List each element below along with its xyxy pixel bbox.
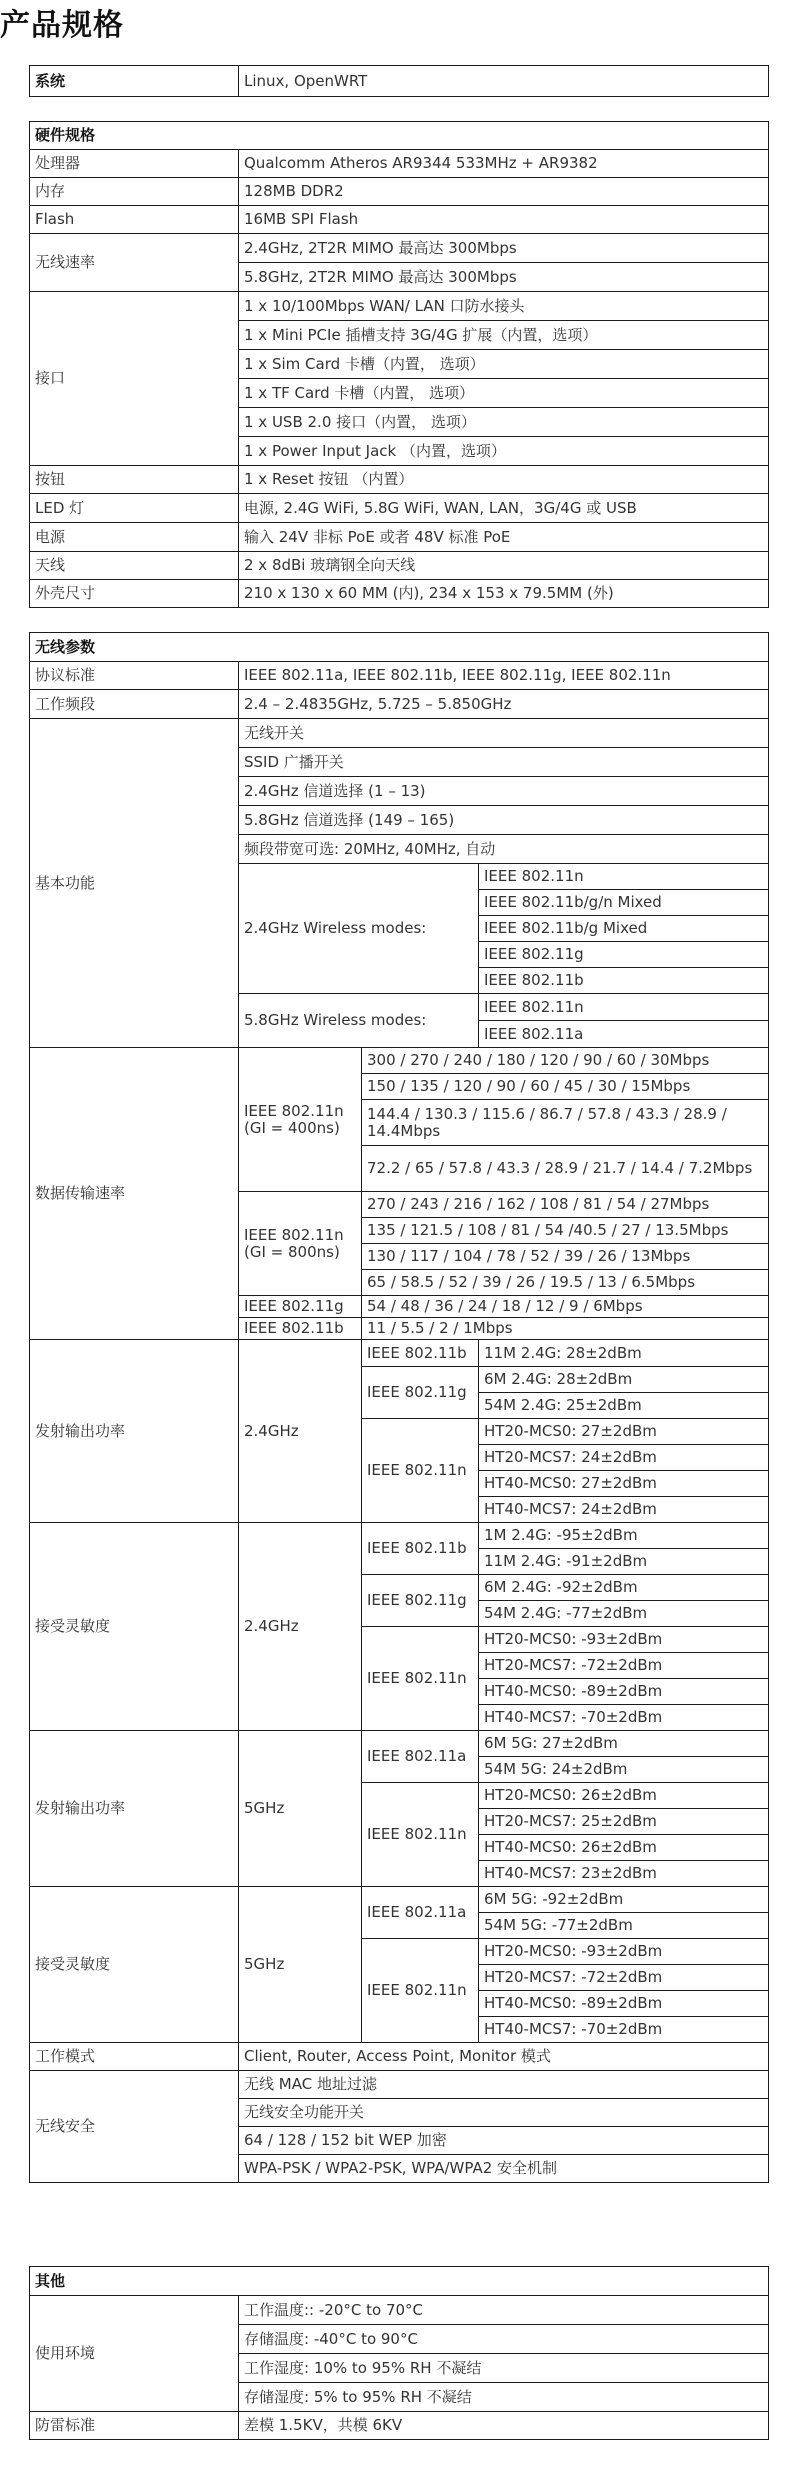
power-item: HT20-MCS0: 26±2dBm bbox=[479, 1783, 769, 1809]
power-item: 6M 2.4G: 28±2dBm bbox=[479, 1367, 769, 1393]
port-item: 1 x Sim Card 卡槽（内置， 选项） bbox=[239, 350, 769, 379]
rate-item: 130 / 117 / 104 / 78 / 52 / 39 / 26 / 13Mbps bbox=[362, 1244, 769, 1270]
table-row bbox=[30, 66, 769, 97]
protocol-value: IEEE 802.11a, IEEE 802.11b, IEEE 802.11g, IEEE 802.11n bbox=[239, 662, 769, 690]
security-item: 无线安全功能开关 bbox=[239, 2099, 769, 2127]
system-table bbox=[29, 65, 769, 97]
mode58-item: IEEE 802.11n bbox=[479, 994, 769, 1021]
n800-label: IEEE 802.11n (GI = 800ns) bbox=[239, 1192, 362, 1296]
workmode-label: 工作模式 bbox=[30, 2043, 239, 2071]
sens-item: 54M 5G: -77±2dBm bbox=[479, 1913, 769, 1939]
memory-value: 128MB DDR2 bbox=[239, 178, 769, 206]
protocol-label: 协议标准 bbox=[30, 662, 239, 690]
sens-item: HT20-MCS7: -72±2dBm bbox=[479, 1965, 769, 1991]
led-label: LED 灯 bbox=[30, 494, 239, 523]
power-item: HT40-MCS0: 27±2dBm bbox=[479, 1471, 769, 1497]
power-item: 6M 5G: 27±2dBm bbox=[479, 1731, 769, 1757]
security-item: 无线 MAC 地址过滤 bbox=[239, 2071, 769, 2099]
basic-item: SSID 广播开关 bbox=[239, 748, 769, 777]
size-value: 210 x 130 x 60 MM (内), 234 x 153 x 79.5MM (外) bbox=[239, 580, 769, 608]
port-item: 1 x 10/100Mbps WAN/ LAN 口防水接头 bbox=[239, 292, 769, 321]
power-label: 电源 bbox=[30, 523, 239, 552]
sens-item: HT20-MCS0: -93±2dBm bbox=[479, 1627, 769, 1653]
cpu-label: 处理器 bbox=[30, 150, 239, 178]
sens-item: 1M 2.4G: -95±2dBm bbox=[479, 1523, 769, 1549]
rate-item: 144.4 / 130.3 / 115.6 / 86.7 / 57.8 / 43.3 / 28.9 / 14.4Mbps bbox=[362, 1100, 769, 1146]
power-item: 11M 2.4G: 28±2dBm bbox=[479, 1340, 769, 1367]
rate-item: 270 / 243 / 216 / 162 / 108 / 81 / 54 / 27Mbps bbox=[362, 1192, 769, 1218]
other-header: 其他 bbox=[30, 2267, 769, 2296]
port-item: 1 x Power Input Jack （内置，选项） bbox=[239, 437, 769, 466]
basic-label: 基本功能 bbox=[30, 719, 239, 1048]
speed-value: 2.4GHz, 2T2R MIMO 最高达 300Mbps bbox=[239, 234, 769, 263]
mode24-label: 2.4GHz Wireless modes: bbox=[239, 864, 479, 994]
rate-item: 135 / 121.5 / 108 / 81 / 54 /40.5 / 27 / 13.5Mbps bbox=[362, 1218, 769, 1244]
button-label: 按钮 bbox=[30, 466, 239, 494]
security-item: WPA-PSK / WPA2-PSK, WPA/WPA2 安全机制 bbox=[239, 2155, 769, 2183]
sens-item: 11M 2.4G: -91±2dBm bbox=[479, 1549, 769, 1575]
other-table bbox=[29, 2266, 769, 2440]
tx24-g-label: IEEE 802.11g bbox=[362, 1367, 479, 1419]
basic-item: 无线开关 bbox=[239, 719, 769, 748]
rx5-label: 接受灵敏度 bbox=[30, 1887, 239, 2043]
rx24-band: 2.4GHz bbox=[239, 1523, 362, 1731]
size-label: 外壳尺寸 bbox=[30, 580, 239, 608]
speed-label: 无线速率 bbox=[30, 234, 239, 292]
port-item: 1 x TF Card 卡槽（内置， 选项） bbox=[239, 379, 769, 408]
tx24-band: 2.4GHz bbox=[239, 1340, 362, 1523]
mode24-item: IEEE 802.11n bbox=[479, 864, 769, 890]
button-value: 1 x Reset 按钮 （内置） bbox=[239, 466, 769, 494]
basic-item: 5.8GHz 信道选择 (149 – 165) bbox=[239, 806, 769, 835]
sens-item: HT40-MCS0: -89±2dBm bbox=[479, 1991, 769, 2017]
security-item: 64 / 128 / 152 bit WEP 加密 bbox=[239, 2127, 769, 2155]
rate-item: 65 / 58.5 / 52 / 39 / 26 / 19.5 / 13 / 6.5Mbps bbox=[362, 1270, 769, 1296]
sens-item: 6M 2.4G: -92±2dBm bbox=[479, 1575, 769, 1601]
security-label: 无线安全 bbox=[30, 2071, 239, 2183]
power-item: HT40-MCS0: 26±2dBm bbox=[479, 1835, 769, 1861]
mode58-item: IEEE 802.11a bbox=[479, 1021, 769, 1048]
memory-label: 内存 bbox=[30, 178, 239, 206]
speed-value: 5.8GHz, 2T2R MIMO 最高达 300Mbps bbox=[239, 263, 769, 292]
basic-item: 2.4GHz 信道选择 (1 – 13) bbox=[239, 777, 769, 806]
rx5-n-label: IEEE 802.11n bbox=[362, 1939, 479, 2043]
mode58-label: 5.8GHz Wireless modes: bbox=[239, 994, 479, 1048]
rx5-band: 5GHz bbox=[239, 1887, 362, 2043]
power-item: HT40-MCS7: 24±2dBm bbox=[479, 1497, 769, 1523]
rate-item: 150 / 135 / 120 / 90 / 60 / 45 / 30 / 15Mbps bbox=[362, 1074, 769, 1100]
wireless-header: 无线参数 bbox=[30, 633, 769, 662]
sens-item: 54M 2.4G: -77±2dBm bbox=[479, 1601, 769, 1627]
sens-item: HT40-MCS0: -89±2dBm bbox=[479, 1679, 769, 1705]
hardware-header: 硬件规格 bbox=[30, 122, 769, 150]
power-item: HT20-MCS0: 27±2dBm bbox=[479, 1419, 769, 1445]
env-item: 工作湿度: 10% to 95% RH 不凝结 bbox=[239, 2354, 769, 2383]
power-value: 输入 24V 非标 PoE 或者 48V 标准 PoE bbox=[239, 523, 769, 552]
mode24-item: IEEE 802.11g bbox=[479, 942, 769, 968]
sens-item: 6M 5G: -92±2dBm bbox=[479, 1887, 769, 1913]
tx5-n-label: IEEE 802.11n bbox=[362, 1783, 479, 1887]
rate-label: 数据传输速率 bbox=[30, 1048, 239, 1340]
tx24-label: 发射输出功率 bbox=[30, 1340, 239, 1523]
band-value: 2.4 – 2.4835GHz, 5.725 – 5.850GHz bbox=[239, 690, 769, 719]
sens-item: HT20-MCS7: -72±2dBm bbox=[479, 1653, 769, 1679]
power-item: 54M 5G: 24±2dBm bbox=[479, 1757, 769, 1783]
surge-label: 防雷标准 bbox=[30, 2412, 239, 2440]
mode24-item: IEEE 802.11b bbox=[479, 968, 769, 994]
hardware-table bbox=[29, 121, 769, 608]
power-item: HT20-MCS7: 24±2dBm bbox=[479, 1445, 769, 1471]
power-item: HT40-MCS7: 23±2dBm bbox=[479, 1861, 769, 1887]
rx24-b-label: IEEE 802.11b bbox=[362, 1523, 479, 1575]
mode24-item: IEEE 802.11b/g Mixed bbox=[479, 916, 769, 942]
tx5-band: 5GHz bbox=[239, 1731, 362, 1887]
env-item: 存储湿度: 5% to 95% RH 不凝结 bbox=[239, 2383, 769, 2412]
tx5-a-label: IEEE 802.11a bbox=[362, 1731, 479, 1783]
ports-label: 接口 bbox=[30, 292, 239, 466]
sens-item: HT20-MCS0: -93±2dBm bbox=[479, 1939, 769, 1965]
env-item: 工作温度:: -20°C to 70°C bbox=[239, 2296, 769, 2325]
sens-item: HT40-MCS7: -70±2dBm bbox=[479, 2017, 769, 2043]
basic-item: 频段带宽可选: 20MHz, 40MHz, 自动 bbox=[239, 835, 769, 864]
flash-label: Flash bbox=[30, 206, 239, 234]
mode24-item: IEEE 802.11b/g/n Mixed bbox=[479, 890, 769, 916]
band-label: 工作频段 bbox=[30, 690, 239, 719]
system-value: Linux, OpenWRT bbox=[239, 66, 769, 97]
surge-value: 差模 1.5KV，共模 6KV bbox=[239, 2412, 769, 2440]
env-item: 存储温度: -40°C to 90°C bbox=[239, 2325, 769, 2354]
power-item: 54M 2.4G: 25±2dBm bbox=[479, 1393, 769, 1419]
rx24-n-label: IEEE 802.11n bbox=[362, 1627, 479, 1731]
workmode-value: Client, Router, Access Point, Monitor 模式 bbox=[239, 2043, 769, 2071]
rate-item: 11 / 5.5 / 2 / 1Mbps bbox=[362, 1318, 769, 1340]
antenna-value: 2 x 8dBi 玻璃钢全向天线 bbox=[239, 552, 769, 580]
tx24-b-label: IEEE 802.11b bbox=[362, 1340, 479, 1367]
wireless-table bbox=[29, 632, 769, 2183]
rate-item: 300 / 270 / 240 / 180 / 120 / 90 / 60 / 30Mbps bbox=[362, 1048, 769, 1074]
port-item: 1 x USB 2.0 接口（内置， 选项） bbox=[239, 408, 769, 437]
power-item: HT20-MCS7: 25±2dBm bbox=[479, 1809, 769, 1835]
led-value: 电源, 2.4G WiFi, 5.8G WiFi, WAN, LAN，3G/4G 或 USB bbox=[239, 494, 769, 523]
flash-value: 16MB SPI Flash bbox=[239, 206, 769, 234]
sens-item: HT40-MCS7: -70±2dBm bbox=[479, 1705, 769, 1731]
page-title: 产品规格 bbox=[0, 8, 124, 43]
rx24-g-label: IEEE 802.11g bbox=[362, 1575, 479, 1627]
tx5-label: 发射输出功率 bbox=[30, 1731, 239, 1887]
b-rate-label: IEEE 802.11b bbox=[239, 1318, 362, 1340]
n400-label: IEEE 802.11n (GI = 400ns) bbox=[239, 1048, 362, 1192]
cpu-value: Qualcomm Atheros AR9344 533MHz + AR9382 bbox=[239, 150, 769, 178]
rx5-a-label: IEEE 802.11a bbox=[362, 1887, 479, 1939]
tx24-n-label: IEEE 802.11n bbox=[362, 1419, 479, 1523]
env-label: 使用环境 bbox=[30, 2296, 239, 2412]
antenna-label: 天线 bbox=[30, 552, 239, 580]
system-label: 系统 bbox=[30, 66, 239, 97]
port-item: 1 x Mini PCIe 插槽支持 3G/4G 扩展（内置，选项） bbox=[239, 321, 769, 350]
g-rate-label: IEEE 802.11g bbox=[239, 1296, 362, 1318]
rate-item: 54 / 48 / 36 / 24 / 18 / 12 / 9 / 6Mbps bbox=[362, 1296, 769, 1318]
rx24-label: 接受灵敏度 bbox=[30, 1523, 239, 1731]
rate-item: 72.2 / 65 / 57.8 / 43.3 / 28.9 / 21.7 / 14.4 / 7.2Mbps bbox=[362, 1146, 769, 1192]
